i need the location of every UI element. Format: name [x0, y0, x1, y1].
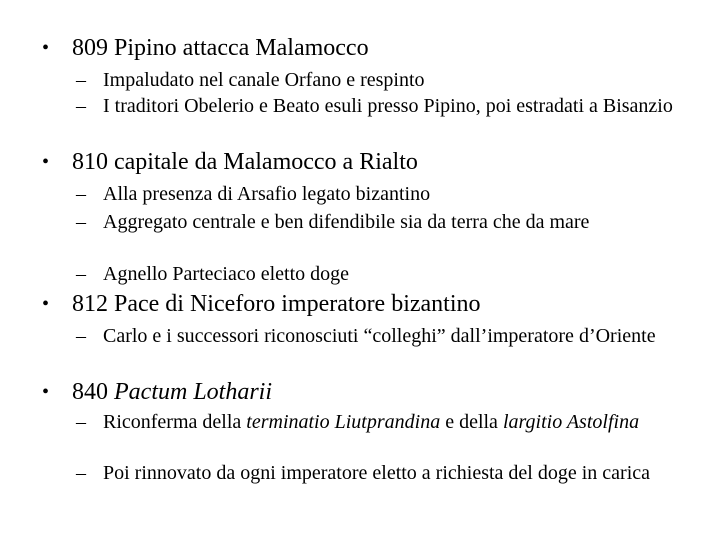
sub-item — [76, 94, 696, 118]
sub-item — [76, 410, 696, 434]
bullet-icon: • — [42, 381, 50, 403]
bullet-heading: 812 Pace di Niceforo imperatore bizantino — [72, 291, 481, 317]
sub-item-text: I traditori Obelerio e Beato esuli presso Pipino, poi estradati a Bisanzio — [103, 95, 673, 117]
sub-item-text: Alla presenza di Arsafio legato bizantino — [103, 183, 431, 205]
sub-item-text: Impaludato nel canale Orfano e respinto — [103, 69, 425, 91]
dash-icon: – — [76, 183, 86, 205]
sub-item — [76, 68, 696, 92]
dash-icon: – — [76, 325, 86, 347]
dash-icon: – — [76, 69, 86, 91]
heading-prefix: 840 — [72, 379, 114, 405]
bullet-icon: • — [42, 293, 50, 315]
sub-item-text: Agnello Parteciaco eletto doge — [103, 263, 350, 285]
sub-item — [76, 324, 696, 348]
dash-icon: – — [76, 263, 86, 285]
dash-icon: – — [76, 211, 86, 233]
text-part: Riconferma della — [103, 411, 247, 433]
bullet-icon: • — [42, 151, 50, 173]
bullet-heading: 809 Pipino attacca Malamocco — [72, 35, 369, 61]
sub-item-text: Carlo e i successori riconosciuti “colleghi” dall’imperatore d’Oriente — [103, 325, 656, 347]
sub-item — [76, 182, 696, 206]
text-part-italic: largitio Astolfina — [502, 411, 640, 433]
bullet-heading — [72, 378, 272, 406]
text-part-italic: terminatio Liutprandina — [246, 411, 441, 433]
sub-item-text — [76, 410, 696, 434]
bullet-heading: 810 capitale da Malamocco a Rialto — [72, 149, 418, 175]
text-part: e della — [440, 411, 503, 433]
sub-item — [76, 461, 696, 485]
sub-item-text: Poi rinnovato da ogni imperatore eletto a richiesta del doge in carica — [103, 462, 651, 484]
bullet-icon: • — [42, 37, 50, 59]
sub-item — [76, 262, 696, 286]
dash-icon: – — [76, 411, 86, 433]
dash-icon: – — [76, 462, 86, 484]
sub-item-text: Aggregato centrale e ben difendibile sia da terra che da mare — [103, 211, 590, 233]
dash-icon: – — [76, 95, 86, 117]
sub-item — [76, 210, 696, 234]
heading-italic: Pactum Lotharii — [114, 379, 273, 405]
